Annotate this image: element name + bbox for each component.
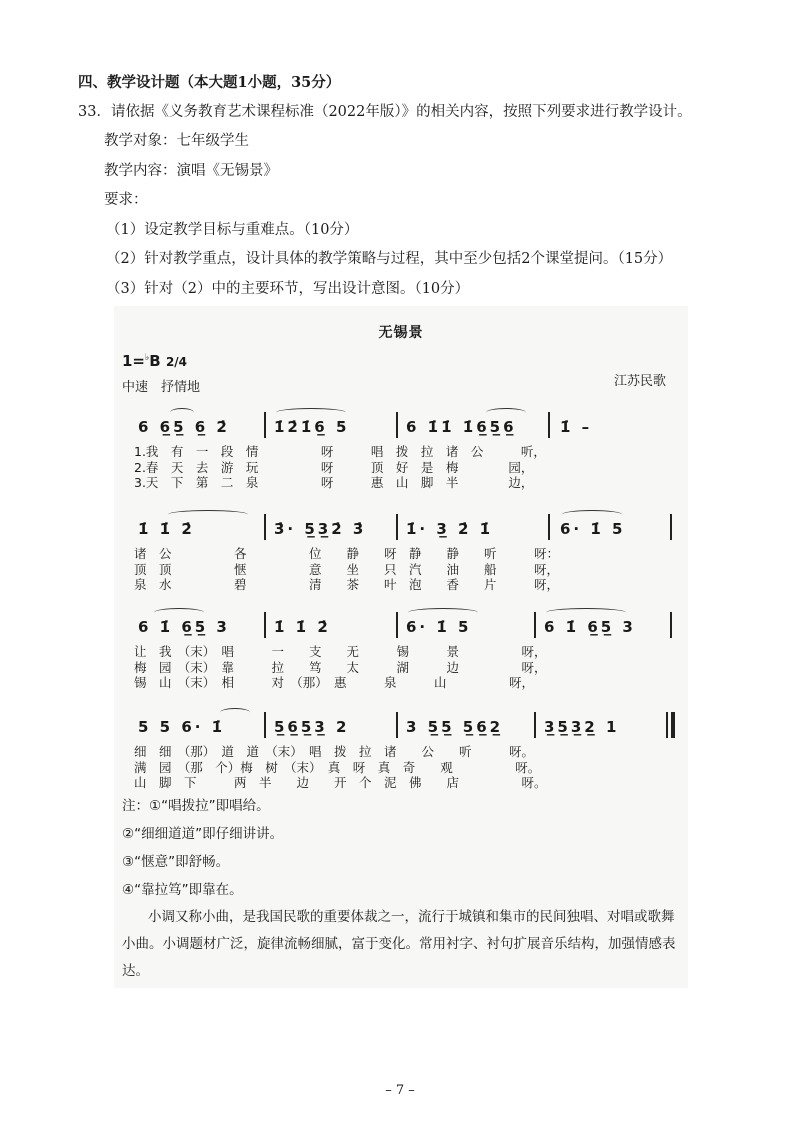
teaching-content: 教学内容：演唱《无锡景》 xyxy=(104,162,278,179)
barline xyxy=(548,412,550,438)
barline xyxy=(670,612,672,638)
flat-sign: ♭ xyxy=(145,353,150,363)
score-system-1 xyxy=(134,418,672,491)
slur xyxy=(408,608,478,617)
song-score xyxy=(114,306,688,988)
page-number: – 7 – xyxy=(385,1083,415,1098)
slur xyxy=(546,608,626,617)
requirement-2: （2）针对教学重点，设计具体的教学策略与过程，其中至少包括2个课堂提问。（15分） xyxy=(106,251,673,267)
footnote-3: ③“惬意”即舒畅。 xyxy=(122,854,230,870)
slur xyxy=(562,510,622,519)
xiaodiao-description: 小调又称小曲，是我国民歌的重要体裁之一，流行于城镇和集市的民间独唱、对唱或歌舞小曲。小调题材广泛，旋律流畅细腻，富于变化。常用衬字、衬句扩展音乐结构，加强情感表达。 xyxy=(122,909,676,979)
slur xyxy=(276,408,346,417)
requirement-3: （3）针对（2）中的主要环节，写出设计意图。（10分） xyxy=(106,280,470,297)
measure: 3 5̲5̲ 5̲6̲2̲ xyxy=(406,718,504,736)
slur xyxy=(486,408,526,417)
measure: 3̲5̲3̲2̲ 1 xyxy=(544,718,620,736)
notes-label: 注： xyxy=(122,798,149,814)
measure: 1̇2̇1̇6̲ 5 xyxy=(274,418,350,436)
lyric-line-3: 3.天 下 第 二 泉 呀 惠 山 脚 半 边， xyxy=(134,475,534,490)
measure: 6 6̲5̲ 6̲ 2̇ xyxy=(138,418,230,436)
barline xyxy=(264,712,266,738)
barline xyxy=(548,514,550,540)
question-prompt: 33．请依据《义务教育艺术课程标准（2022年版）》的相关内容，按照下列要求进行教学设计。 xyxy=(78,103,692,120)
barline xyxy=(264,514,266,540)
measure: 5 5 6· 1̇ xyxy=(138,718,226,736)
measure: 6 1̇ 6̲5̲ 3 xyxy=(544,618,636,636)
barline xyxy=(670,514,672,540)
barline xyxy=(534,612,536,638)
score-system-2 xyxy=(134,520,672,593)
footnote-1 xyxy=(122,792,678,820)
section-title: 四、教学设计题（本大题1小题，35分） xyxy=(78,74,341,91)
time-signature: 2/4 xyxy=(165,355,188,369)
notation-row xyxy=(134,520,672,546)
requirements-label: 要求： xyxy=(104,192,148,208)
measure: 1̇· 3̲ 2̇ 1̇ xyxy=(406,520,494,538)
notation-row xyxy=(134,418,672,444)
barline xyxy=(534,712,536,738)
measure: 5̲6̲5̲3̲ 2 xyxy=(274,718,350,736)
tempo-marking: 中速 抒情地 xyxy=(122,380,201,395)
measure: 1̇ – xyxy=(560,418,593,436)
lyric-line-3: 锡 山 （末） 相 对 （那） 惠 泉 山 呀， xyxy=(134,675,535,690)
barline xyxy=(264,612,266,638)
footnote-text: ①“唱拨拉”即唱给。 xyxy=(149,798,270,814)
footnote-2: ②“细细道道”即仔细讲讲。 xyxy=(122,826,284,842)
score-system-4 xyxy=(134,718,672,791)
lyric-line-1: 1.我 有 一 段 情 呀 唱 拨 拉 诸 公 听， xyxy=(134,444,546,459)
question-block xyxy=(78,68,740,304)
lyric-line-2: 梅 园 （末） 靠 拉 笃 太 湖 边 呀， xyxy=(134,659,547,675)
barline xyxy=(264,412,266,438)
measure: 6 1̇ 6̲5̲ 3 xyxy=(138,618,230,636)
lyric-line-1: 诸 公 各 位 静 呀 静 静 听 呀： xyxy=(134,546,560,561)
requirement-1: （1）设定教学目标与重难点。（10分） xyxy=(106,221,359,238)
score-notes xyxy=(122,792,678,985)
lyric-line-1: 细 细 （那） 道 道 （末） 唱 拨 拉 诸 公 听 呀。 xyxy=(134,744,535,759)
key-signature xyxy=(122,352,187,370)
notation-row xyxy=(134,718,672,744)
key-label: 1= xyxy=(122,352,146,370)
barline xyxy=(396,514,398,540)
measure: 6· 1̇ 5 xyxy=(560,520,626,538)
barline xyxy=(396,612,398,638)
measure: 3̇· 5̲3̲2̇ 3̇ xyxy=(274,520,367,538)
footnote-4: ④“靠拉笃”即靠在。 xyxy=(122,882,243,898)
lyric-line-3: 山 脚 下 两 半 边 开 个 泥 佛 店 呀。 xyxy=(134,775,547,790)
measure: 1̇ 1̇ 2̇ xyxy=(138,520,195,538)
slur xyxy=(170,408,194,417)
final-barline-thin xyxy=(666,712,668,738)
lyric-line-2: 2.春 天 去 游 玩 呀 顶 好 是 梅 园， xyxy=(134,459,534,475)
lyric-line-1: 让 我 （末） 唱 一 支 无 锡 景 呀， xyxy=(134,644,547,659)
slur xyxy=(168,510,248,519)
song-title: 无锡景 xyxy=(378,325,424,341)
barline xyxy=(396,712,398,738)
lyric-line-2: 满 园 （那 个）梅 树 （末） 真 呀 真 奇 观 呀。 xyxy=(134,759,541,775)
barline xyxy=(396,412,398,438)
score-system-3 xyxy=(134,618,672,691)
teaching-target: 教学对象：七年级学生 xyxy=(104,133,249,149)
measure: 1̇ 1̇ 2̇ xyxy=(274,618,331,636)
lyric-line-3: 泉 水 碧 清 茶 叶 泡 香 片 呀， xyxy=(134,577,560,592)
song-origin: 江苏民歌 xyxy=(613,374,666,389)
lyric-line-2: 顶 顶 惬 意 坐 只 汽 油 船 呀， xyxy=(134,561,560,577)
measure: 6· 1̇ 5 xyxy=(406,618,472,636)
key-letter: B xyxy=(149,352,161,370)
measure: 6 1̇1̇ 1̇6̲5̲6̲ xyxy=(406,418,517,436)
slur xyxy=(154,608,204,617)
final-barline-thick xyxy=(671,712,675,738)
notation-row xyxy=(134,618,672,644)
slur xyxy=(220,708,250,717)
